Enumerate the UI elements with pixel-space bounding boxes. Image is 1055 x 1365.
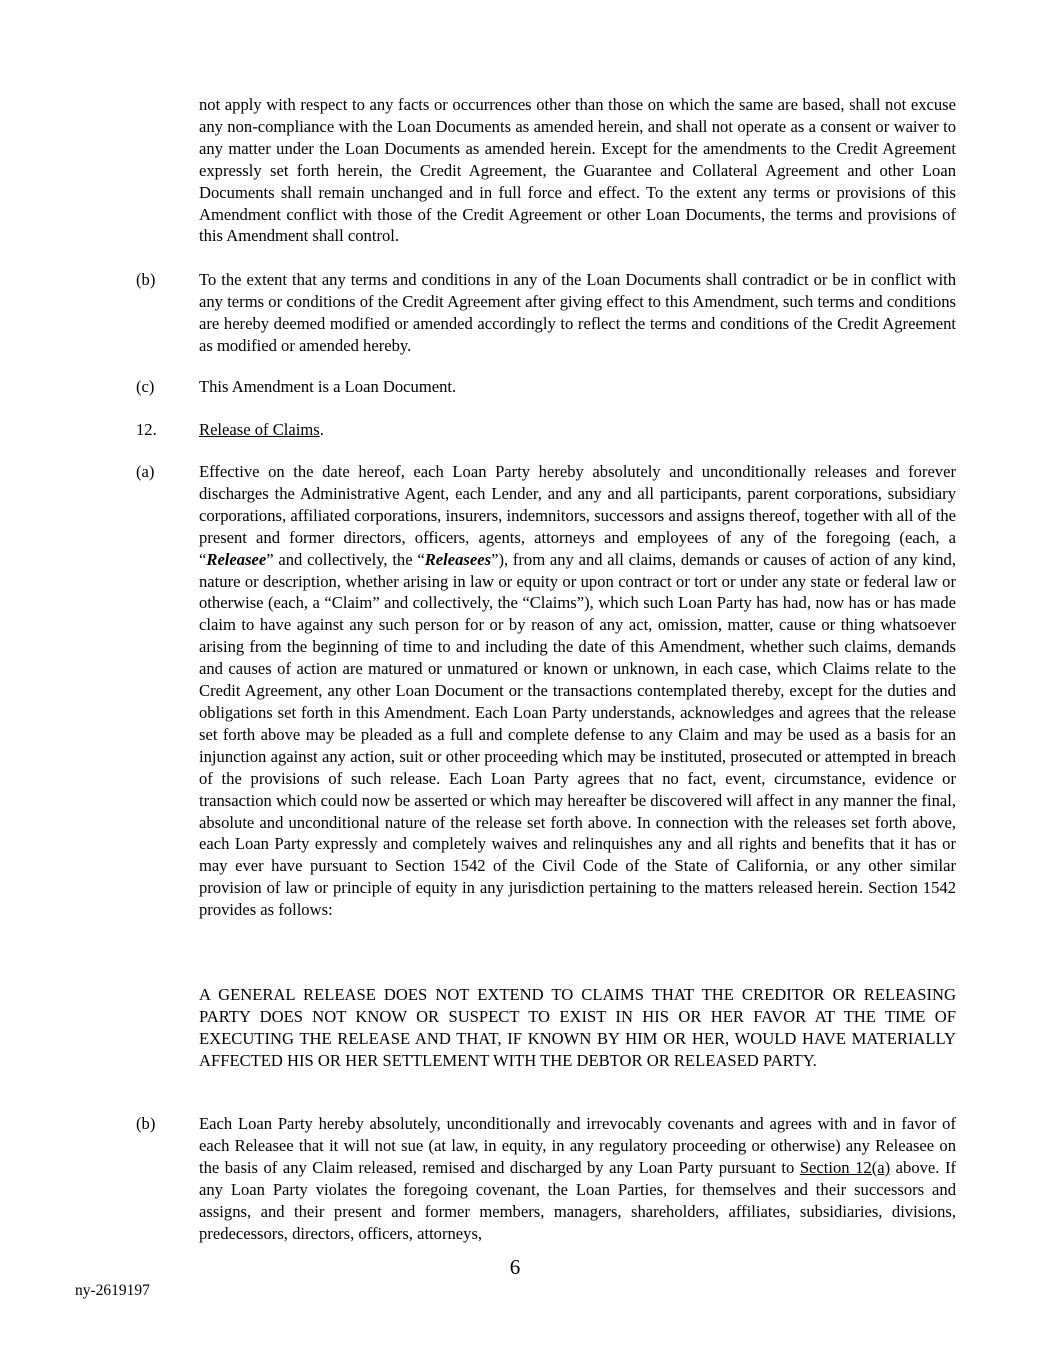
section-12-heading-text: Release of Claims: [199, 420, 320, 439]
section-12a-text: [199, 461, 956, 921]
section-11b-number: (b): [136, 270, 156, 289]
section-12a-text-part2: ” and collectively, the “: [266, 549, 425, 569]
section-12b-text: [199, 1113, 956, 1244]
section-11c-text: This Amendment is a Loan Document.: [199, 377, 457, 396]
section-11b-text: To the extent that any terms and conditions in any of the Loan Documents shall contradict or be in conflict with any terms or conditions of the Credit Agreement after giving effect to this Amendment, such terms and conditions are hereby deemed modified or amended accordingly to reflect the terms and conditions of the Credit Agreement as modified or amended hereby.: [199, 270, 956, 355]
page-number: 6: [509, 1255, 521, 1279]
section-12a-text-part3: ”), from any and all claims, demands or causes of action of any kind, nature or description, whether arising in law or equity or upon contract or tort or under any state or federal law or otherwise (each, a “Claim” and collectively, the “Claims”), which such Loan Party has had, now has or has made claim to have against any such person for or by reason of any act, omission, matter, cause or thing whatsoever arising from the beginning of time to and including the date of this Amendment, whether such claims, demands and causes of action are matured or unmatured or known or unknown, in each case, which Claims relate to the Credit Agreement, any other Loan Document or the transactions contemplated thereby, except for the duties and obligations set forth in this Amendment. Each Loan Party understands, acknowledges and agrees that the release set forth above may be pleaded as a full and complete defense to any Claim and may be used as a basis for an injunction against any action, suit or other proceeding which may be instituted, prosecuted or attempted in breach of the provisions of such release. Each Loan Party agrees that no fact, event, circumstance, evidence or transaction which could now be asserted or which may hereafter be discovered will affect in any manner the final, absolute and unconditional nature of the release set forth above. In connection with the releases set forth above, each Loan Party expressly and completely waives and relinquishes any and all rights and benefits that it has or may ever have pursuant to Section 1542 of the Civil Code of the State of California, or any other similar provision of law or principle of equity in any jurisdiction pertaining to the matters released herein. Section 1542 provides as follows:: [199, 549, 956, 920]
defined-term-releasee: Releasee: [206, 549, 267, 569]
section-12-heading: [199, 419, 956, 441]
paragraph-continuation: not apply with respect to any facts or occurrences other than those on which the same are based, shall not excuse any non-compliance with the Loan Documents as amended herein, and shall not operate as a consent or waiver to any matter under the Loan Documents as amended herein. Except for the amendments to the Credit Agreement expressly set forth herein, the Credit Agreement, the Guarantee and Collateral Agreement and other Loan Documents shall remain unchanged and in full force and effect. To the extent any terms or provisions of this Amendment conflict with those of the Credit Agreement or other Loan Documents, the terms and provisions of this Amendment shall control.: [199, 95, 956, 246]
section-12b-number: (b): [136, 1114, 156, 1133]
document-id: ny-2619197: [75, 1282, 150, 1299]
section-12-number: 12.: [136, 420, 157, 439]
section-12b-text-part2: above. If any Loan Party violates the foregoing covenant, the Loan Parties, for themselves and their successors and assigns, and their present and former members, managers, shareholders, affiliates, subsidiaries, divisions, predecessors, directors, officers, attorneys,: [199, 1157, 956, 1243]
section-1542-quote: A GENERAL RELEASE DOES NOT EXTEND TO CLAIMS THAT THE CREDITOR OR RELEASING PARTY DOES NOT KNOW OR SUSPECT TO EXIST IN HIS OR HER FAVOR AT THE TIME OF EXECUTING THE RELEASE AND THAT, IF KNOWN BY HIM OR HER, WOULD HAVE MATERIALLY AFFECTED HIS OR HER SETTLEMENT WITH THE DEBTOR OR RELEASED PARTY.: [199, 985, 956, 1070]
section-11c-number: (c): [136, 377, 155, 396]
section-12a-text-part1: Effective on the date hereof, each Loan Party hereby absolutely and unconditionally releases and forever discharges the Administrative Agent, each Lender, and any and all participants, parent corporations, subsidiary corporations, affiliated corporations, insurers, indemnitors, successors and assigns thereof, together with all of the present and former directors, officers, agents, attorneys and employees of any of the foregoing (each, a “: [199, 462, 956, 569]
section-12a-number: (a): [136, 462, 155, 481]
section-12a-reference: Section 12(a): [799, 1157, 891, 1177]
section-12b-text-part1: Each Loan Party hereby absolutely, unconditionally and irrevocably covenants and agrees with and in favor of each Releasee that it will not sue (at law, in equity, in any regulatory proceeding or otherwise) any Releasee on the basis of any Claim released, remised and discharged by any Loan Party pursuant to: [199, 1114, 956, 1177]
defined-term-releasees: Releasees: [424, 549, 492, 569]
section-12-heading-period: .: [319, 420, 324, 439]
